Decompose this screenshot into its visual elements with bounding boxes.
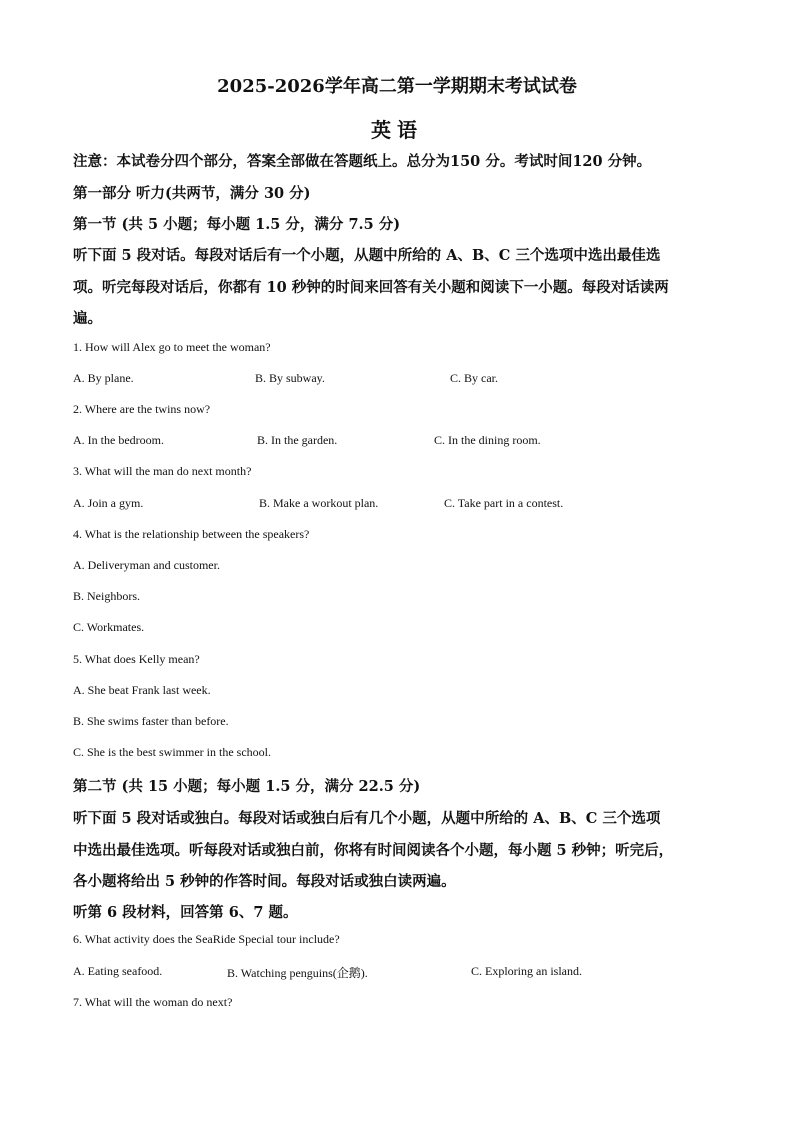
option-c: C. By car. — [450, 371, 498, 385]
question-stem: 1. How will Alex go to meet the woman? — [73, 340, 271, 354]
section2-instruction-line: 听下面 5 段对话或独白。每段对话或独白后有几个小题，从题中所给的 A、B、C 三个选项 — [73, 810, 661, 827]
section2-instruction-line: 中选出最佳选项。听每段对话或独白前，你将有时间阅读各个小题，每小题 5 秒钟；听完后， — [73, 842, 674, 859]
question-stem: 4. What is the relationship between the speakers? — [73, 527, 310, 541]
question-stem: 3. What will the man do next month? — [73, 464, 252, 478]
option-b: B. Watching penguins(企鹅). — [227, 966, 368, 980]
question-stem: 6. What activity does the SeaRide Special tour include? — [73, 932, 340, 946]
section1-instruction-line: 听下面 5 段对话。每段对话后有一个小题，从题中所给的 A、B、C 三个选项中选出最佳选 — [73, 247, 661, 264]
option-b: B. By subway. — [255, 371, 325, 385]
section2-heading: 第二节 (共 15 小题；每小题 1.5 分，满分 22.5 分) — [73, 778, 421, 795]
subject-title: 英语 — [371, 118, 423, 142]
option-c: C. She is the best swimmer in the school. — [73, 745, 271, 759]
option-a: A. Deliveryman and customer. — [73, 558, 220, 572]
option-c: C. Workmates. — [73, 620, 145, 634]
option-a: A. She beat Frank last week. — [73, 683, 211, 697]
option-b: B. Make a workout plan. — [259, 496, 379, 510]
option-b: B. She swims faster than before. — [73, 714, 229, 728]
notice: 注意：本试卷分四个部分，答案全部做在答题纸上。总分为150 分。考试时间120 分钟。 — [73, 153, 652, 170]
option-a: A. By plane. — [73, 371, 134, 385]
material-heading: 听第 6 段材料，回答第 6、7 题。 — [73, 904, 298, 921]
section1-heading: 第一节 (共 5 小题；每小题 1.5 分，满分 7.5 分) — [73, 216, 401, 233]
question-stem: 7. What will the woman do next? — [73, 995, 233, 1009]
option-c: C. In the dining room. — [434, 433, 541, 447]
section1-instruction-line: 遍。 — [73, 310, 102, 327]
question-stem: 2. Where are the twins now? — [73, 402, 211, 416]
option-c: C. Exploring an island. — [471, 964, 582, 978]
section2-instruction-line: 各小题将给出 5 秒钟的作答时间。每段对话或独白读两遍。 — [73, 873, 456, 890]
option-a: A. Join a gym. — [73, 496, 144, 510]
question-stem: 5. What does Kelly mean? — [73, 652, 200, 666]
option-b: B. In the garden. — [257, 433, 338, 447]
option-a: A. Eating seafood. — [73, 964, 163, 978]
option-c: C. Take part in a contest. — [444, 496, 564, 510]
option-a: A. In the bedroom. — [73, 433, 164, 447]
section1-instruction-line: 项。听完每段对话后，你都有 10 秒钟的时间来回答有关小题和阅读下一小题。每段对话读两 — [73, 279, 669, 296]
option-b: B. Neighbors. — [73, 589, 140, 603]
part1-heading: 第一部分 听力(共两节，满分 30 分) — [73, 185, 311, 202]
exam-title: 2025-2026学年高二第一学期期末考试试卷 — [217, 76, 577, 97]
